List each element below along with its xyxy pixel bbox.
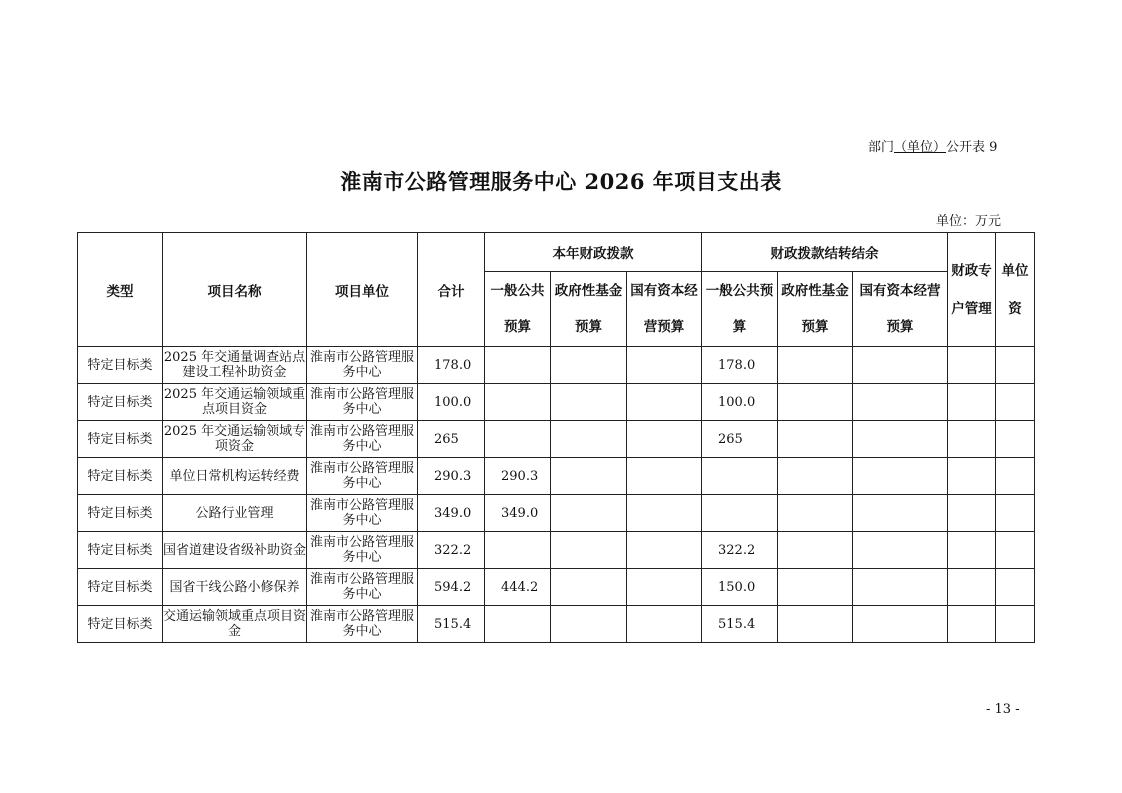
header-co-general-budget: 一般公共预算	[702, 272, 778, 347]
cell-type: 特定目标类	[78, 532, 163, 569]
cell-cur-fund-budget	[551, 569, 627, 606]
cell-co-fund-budget	[778, 421, 853, 458]
header-cur-general-budget: 一般公共预算	[485, 272, 551, 347]
cell-project-unit: 淮南市公路管理服务中心	[307, 421, 418, 458]
cell-cur-general-budget: 290.3	[485, 458, 551, 495]
cell-co-state-capital-budget	[853, 458, 948, 495]
cell-co-general-budget: 515.4	[702, 606, 778, 643]
cell-type: 特定目标类	[78, 606, 163, 643]
cell-type: 特定目标类	[78, 495, 163, 532]
cell-cur-state-capital-budget	[627, 384, 702, 421]
cell-project-name: 2025 年交通量调查站点建设工程补助资金	[163, 347, 307, 384]
cell-co-general-budget: 150.0	[702, 569, 778, 606]
document-label	[868, 136, 997, 155]
cell-project-name: 国省干线公路小修保养	[163, 569, 307, 606]
page-title: 淮南市公路管理服务中心 2026 年项目支出表	[340, 169, 782, 194]
header-total: 合计	[418, 233, 485, 347]
header-project-unit: 项目单位	[307, 233, 418, 347]
cell-project-unit: 淮南市公路管理服务中心	[307, 606, 418, 643]
doc-label-suffix: 公开表 9	[946, 140, 998, 155]
cell-total: 594.2	[418, 569, 485, 606]
cell-type: 特定目标类	[78, 421, 163, 458]
cell-project-unit: 淮南市公路管理服务中心	[307, 532, 418, 569]
doc-label-prefix: 部门	[868, 140, 895, 155]
cell-co-fund-budget	[778, 347, 853, 384]
header-group-carryover: 财政拨款结转结余	[702, 233, 948, 272]
cell-total: 178.0	[418, 347, 485, 384]
cell-co-state-capital-budget	[853, 384, 948, 421]
header-cur-state-capital-budget: 国有资本经营预算	[627, 272, 702, 347]
cell-special-account	[948, 347, 996, 384]
cell-project-name: 国省道建设省级补助资金	[163, 532, 307, 569]
table-row	[78, 495, 1035, 532]
cell-cur-general-budget	[485, 532, 551, 569]
header-group-current-appropriation: 本年财政拨款	[485, 233, 702, 272]
unit-label: 单位：万元	[936, 214, 1002, 229]
cell-co-fund-budget	[778, 606, 853, 643]
cell-special-account	[948, 569, 996, 606]
cell-cur-fund-budget	[551, 384, 627, 421]
cell-unit-fund	[996, 606, 1035, 643]
cell-cur-state-capital-budget	[627, 495, 702, 532]
cell-project-unit: 淮南市公路管理服务中心	[307, 458, 418, 495]
cell-unit-fund	[996, 495, 1035, 532]
cell-special-account	[948, 384, 996, 421]
cell-co-fund-budget	[778, 569, 853, 606]
cell-cur-state-capital-budget	[627, 569, 702, 606]
cell-cur-general-budget: 444.2	[485, 569, 551, 606]
cell-project-unit: 淮南市公路管理服务中心	[307, 495, 418, 532]
cell-total: 265	[418, 421, 485, 458]
cell-total: 349.0	[418, 495, 485, 532]
cell-cur-general-budget	[485, 606, 551, 643]
cell-special-account	[948, 495, 996, 532]
header-special-account: 财政专户管理	[948, 233, 996, 347]
cell-project-name: 2025 年交通运输领域重点项目资金	[163, 384, 307, 421]
cell-type: 特定目标类	[78, 347, 163, 384]
cell-project-name: 单位日常机构运转经费	[163, 458, 307, 495]
table-row	[78, 606, 1035, 643]
cell-unit-fund	[996, 421, 1035, 458]
cell-cur-state-capital-budget	[627, 532, 702, 569]
cell-cur-fund-budget	[551, 495, 627, 532]
header-type: 类型	[78, 233, 163, 347]
cell-co-general-budget: 100.0	[702, 384, 778, 421]
cell-total: 515.4	[418, 606, 485, 643]
cell-unit-fund	[996, 569, 1035, 606]
cell-co-state-capital-budget	[853, 569, 948, 606]
table-row	[78, 421, 1035, 458]
cell-co-general-budget: 322.2	[702, 532, 778, 569]
cell-project-unit: 淮南市公路管理服务中心	[307, 569, 418, 606]
cell-project-unit: 淮南市公路管理服务中心	[307, 347, 418, 384]
cell-cur-general-budget: 349.0	[485, 495, 551, 532]
doc-label-unit: （单位）	[894, 140, 947, 155]
table-row	[78, 458, 1035, 495]
table-row	[78, 384, 1035, 421]
cell-co-general-budget	[702, 495, 778, 532]
table-body	[78, 347, 1035, 643]
cell-co-general-budget: 178.0	[702, 347, 778, 384]
header-unit-fund: 单位资	[996, 233, 1035, 347]
cell-cur-state-capital-budget	[627, 458, 702, 495]
cell-unit-fund	[996, 384, 1035, 421]
cell-special-account	[948, 532, 996, 569]
cell-unit-fund	[996, 532, 1035, 569]
cell-co-fund-budget	[778, 458, 853, 495]
cell-unit-fund	[996, 347, 1035, 384]
cell-co-state-capital-budget	[853, 347, 948, 384]
cell-project-name: 交通运输领域重点项目资金	[163, 606, 307, 643]
cell-project-name: 2025 年交通运输领域专项资金	[163, 421, 307, 458]
table-row	[78, 569, 1035, 606]
cell-co-fund-budget	[778, 495, 853, 532]
cell-co-state-capital-budget	[853, 606, 948, 643]
header-cur-fund-budget: 政府性基金预算	[551, 272, 627, 347]
cell-type: 特定目标类	[78, 458, 163, 495]
cell-cur-fund-budget	[551, 532, 627, 569]
cell-type: 特定目标类	[78, 384, 163, 421]
table-row	[78, 347, 1035, 384]
table-row	[78, 532, 1035, 569]
cell-cur-state-capital-budget	[627, 606, 702, 643]
cell-total: 290.3	[418, 458, 485, 495]
cell-co-fund-budget	[778, 384, 853, 421]
cell-type: 特定目标类	[78, 569, 163, 606]
cell-co-fund-budget	[778, 532, 853, 569]
cell-cur-state-capital-budget	[627, 421, 702, 458]
cell-cur-fund-budget	[551, 421, 627, 458]
cell-co-general-budget	[702, 458, 778, 495]
cell-project-unit: 淮南市公路管理服务中心	[307, 384, 418, 421]
cell-cur-fund-budget	[551, 606, 627, 643]
cell-co-general-budget: 265	[702, 421, 778, 458]
cell-project-name: 公路行业管理	[163, 495, 307, 532]
cell-co-state-capital-budget	[853, 421, 948, 458]
cell-special-account	[948, 421, 996, 458]
cell-cur-general-budget	[485, 347, 551, 384]
header-project-name: 项目名称	[163, 233, 307, 347]
cell-special-account	[948, 606, 996, 643]
cell-cur-state-capital-budget	[627, 347, 702, 384]
cell-total: 322.2	[418, 532, 485, 569]
cell-cur-fund-budget	[551, 458, 627, 495]
cell-special-account	[948, 458, 996, 495]
page-number: - 13 -	[986, 702, 1020, 717]
project-expenditure-table	[77, 232, 1035, 643]
cell-cur-general-budget	[485, 421, 551, 458]
cell-total: 100.0	[418, 384, 485, 421]
cell-cur-general-budget	[485, 384, 551, 421]
header-co-fund-budget: 政府性基金预算	[778, 272, 853, 347]
header-co-state-capital-budget: 国有资本经营预算	[853, 272, 948, 347]
cell-co-state-capital-budget	[853, 495, 948, 532]
cell-cur-fund-budget	[551, 347, 627, 384]
cell-co-state-capital-budget	[853, 532, 948, 569]
cell-unit-fund	[996, 458, 1035, 495]
